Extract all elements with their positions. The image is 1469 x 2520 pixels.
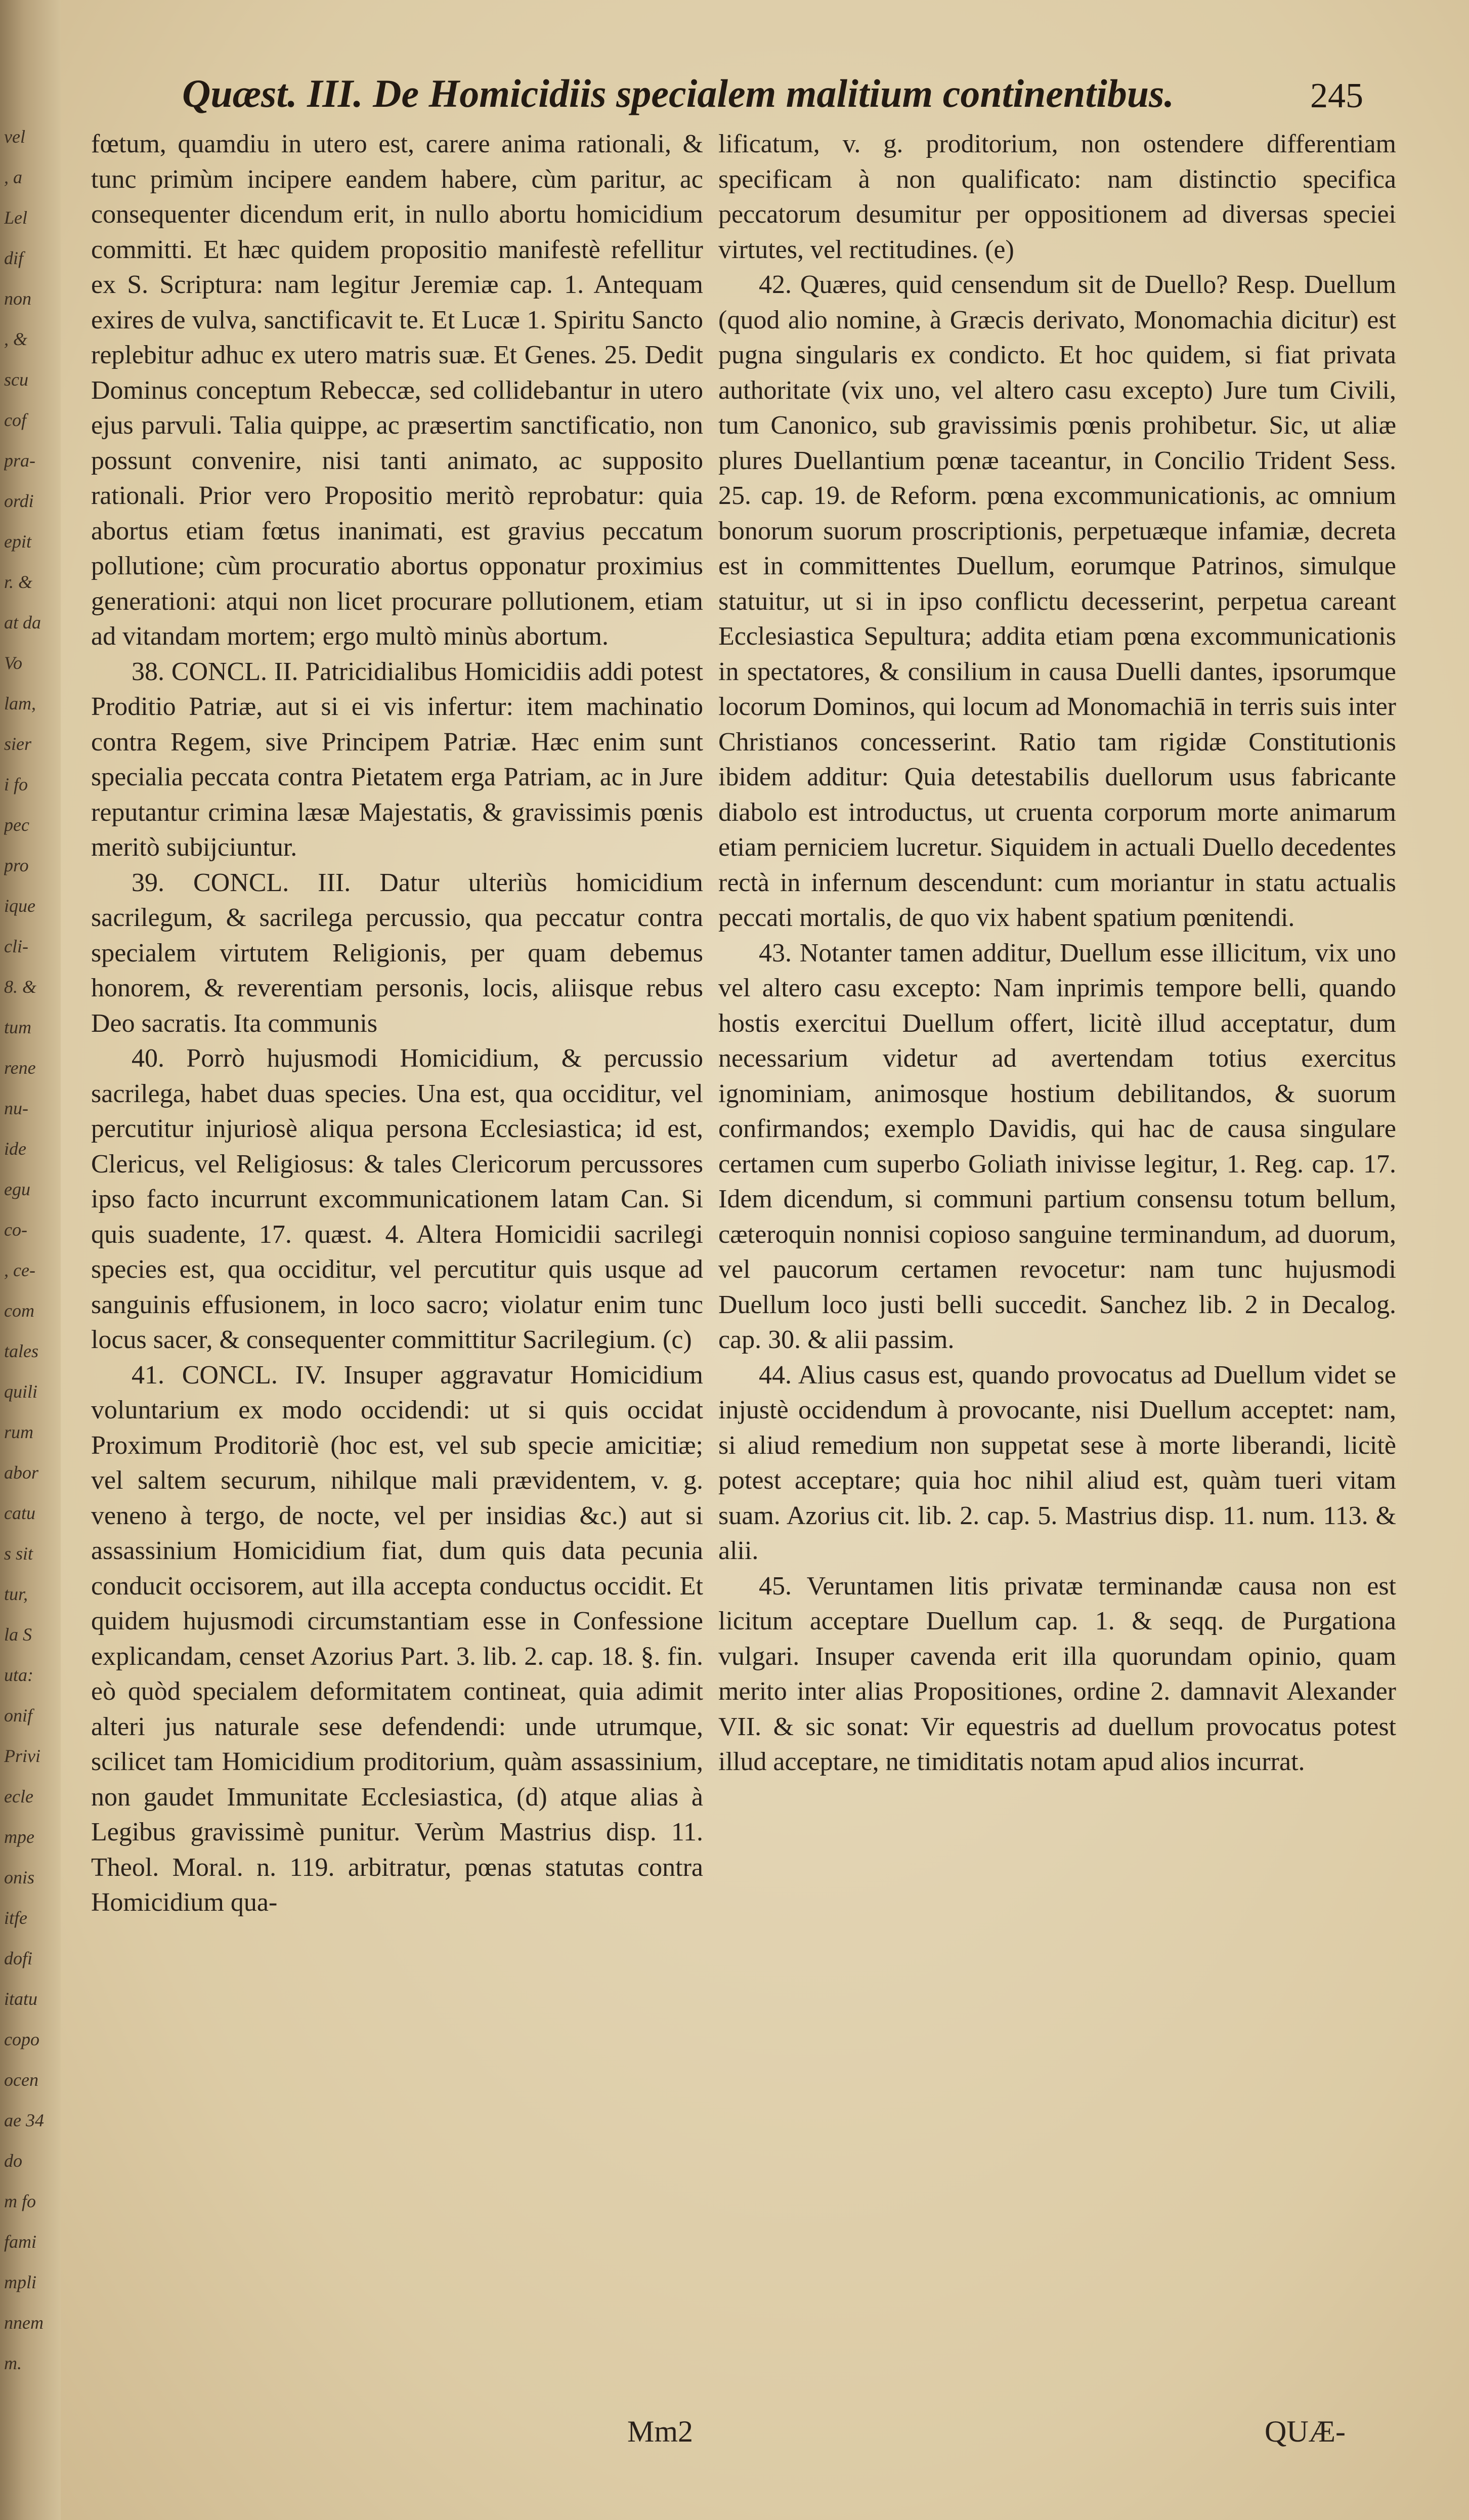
paragraph: 38. CONCL. II. Patricidialibus Homicidiis addi potest Proditio Patriæ, aut si ei vis infertur: item machinatio contra Regem, sive Principem Patriæ. Hæc enim sunt specialia peccata contra Pietatem erga Patriam, ac in Jure reputantur crimina læsæ Majestatis, & gravissimis pœnis meritò subijciuntur. xyxy=(91,657,703,862)
gutter-fragment: tales xyxy=(4,1341,38,1361)
left-column xyxy=(91,127,703,1920)
gutter-fragment: cli- xyxy=(4,936,28,956)
gutter-fragment: Privi xyxy=(4,1746,40,1766)
gutter-fragment: nu- xyxy=(4,1098,28,1118)
gutter-fragment: vel xyxy=(4,127,25,147)
gutter-fragment: do xyxy=(4,2151,22,2171)
gutter-fragment: itfe xyxy=(4,1908,27,1928)
gutter-fragment: , ce- xyxy=(4,1260,35,1280)
paragraph: 43. Notanter tamen additur, Duellum esse illicitum, vix uno vel altero casu excepto: Nam inprimis tempore belli, quando hostis exercitui Duellum offert, licitè illud acceptatur, dum necessarium videtur ad avertendam totius exercitus ignominiam, animosque hostium debilitandos, & suorum confirmandos; exemplo Davidis, qui hac de causa singulare certamen cum superbo Goliath inivisse legitur, 1. Reg. cap. 17. Idem dicendum, si communi partium consensu totum bellum, cæteroquin nonnisi copioso sanguine terminandum, ad duorum, vel paucorum certamen revocetur: nam tunc hujusmodi Duellum loco justi belli succedit. Sanchez lib. 2 in Decalog. cap. 30. & alii passim. xyxy=(718,938,1396,1354)
running-head: Quæst. III. De Homicidiis specialem malitium continentibus. xyxy=(182,71,1175,115)
paragraph: lificatum, v. g. proditorium, non ostendere differentiam specificam à non qualificato: nam distinctio specifica peccatorum desumitur per oppositionem ad diversas speciei virtutes, vel rectitudines. (e) xyxy=(718,130,1396,264)
paragraph: fœtum, quamdiu in utero est, carere anima rationali, & tunc primùm incipere eandem habere, cùm paritur, ac consequenter dicendum erit, in nullo abortu homicidium committi. Et hæc quidem propositio manifestè refellitur ex S. Scriptura: nam legitur Jeremiæ cap. 1. Antequam exires de vulva, sanctificavit te. Et Lucæ 1. Spiritu Sancto replebitur adhuc ex utero matris suæ. Et Genes. 25. Dedit Dominus conceptum Rebeccæ, sed collidebantur in utero ejus parvuli. Talia quippe, ac præsertim sanctificatio, non possunt convenire, nisi tanti animato, ac supposito rationali. Prior vero Propositio meritò reprobatur: quia abortus etiam fœtus inanimati, est gravius peccatum pollutione; cùm procuratio abortus opponatur proximius generationi: atqui non licet procurare pollutionem, etiam ad vitandam mortem; ergo multò minùs abortum. xyxy=(91,130,703,651)
gutter-fragment: ecle xyxy=(4,1786,33,1807)
gutter-fragment: nnem xyxy=(4,2313,44,2333)
paragraph: 42. Quæres, quid censendum sit de Duello? Resp. Duellum (quod alio nomine, à Græcis derivato, Monomachia dicitur) est pugna singularis ex condicto. Et hoc quidem, si fiat privata authoritate (vix uno, vel altero casu excepto) Jure tum Civili, tum Canonico, sub gravissimis pœnis prohibetur. Sic, ut aliæ plures Duellantium pœnæ taceantur, in Concilio Trident Sess. 25. cap. 19. de Reform. pœna excommunicationis, ac omnium bonorum suorum proscriptionis, perpetuæque infamiæ, decreta est in committentes Duellum, eorumque Patrinos, simulque statuitur, ut si in ipso conflictu decesserint, perpetua careant Ecclesiastica Sepultura; addita etiam pœna excommunicationis in spectatores, & consilium in causa Duelli dantes, ipsorumque locorum Dominos, qui locum ad Monomachiā in terris suis inter Christianos concesserint. Ratio tam rigidæ Constitutionis ibidem additur: Quia detestabilis duellorum usus fabricante diabolo est introductus, ut cruenta corporum morte animarum etiam perniciem lucretur. Siquidem in actuali Duello decedentes rectà in infernum descendunt: cum moriantur in statu actualis peccati mortalis, de quo vix habent spatium pœnitendi. xyxy=(718,270,1396,932)
gutter-fragment: non xyxy=(4,288,31,309)
gutter-fragment: tur, xyxy=(4,1584,28,1604)
paragraph: 39. CONCL. III. Datur ulteriùs homicidium sacrilegum, & sacrilega percussio, qua peccatur contra specialem virtutem Religionis, per quam debemus honorem, & reverentiam personis, locis, aliisque rebus Deo sacratis. Ita communis xyxy=(91,868,703,1038)
signature-mark: Mm2 xyxy=(627,2415,694,2448)
gutter-fragment: fami xyxy=(4,2232,37,2252)
gutter-fragment: ae 34 xyxy=(4,2110,44,2130)
gutter-fragment: rene xyxy=(4,1058,36,1078)
catchword: QUÆ- xyxy=(1265,2415,1346,2448)
gutter-fragment: uta: xyxy=(4,1665,33,1685)
gutter-fragment: pro xyxy=(4,855,29,875)
gutter-fragment: ocen xyxy=(4,2070,38,2090)
gutter-fragment: mpe xyxy=(4,1827,34,1847)
gutter-fragment: catu xyxy=(4,1503,35,1523)
gutter-fragment: tum xyxy=(4,1017,31,1037)
gutter-fragment: co- xyxy=(4,1220,27,1240)
paragraph: 44. Alius casus est, quando provocatus ad Duellum videt se injustè occidendum à provocante, nisi Duellum acceptet: nam, si aliud remedium non suppetat sese à morte liberandi, licitè potest acceptare; quia hoc nihil aliud est, quàm tueri vitam suam. Azorius cit. lib. 2. cap. 5. Mastrius disp. 11. num. 113. & alii. xyxy=(718,1360,1396,1565)
gutter-fragment: at da xyxy=(4,612,41,633)
gutter-fragment: Vo xyxy=(4,653,22,673)
gutter-fragment: la S xyxy=(4,1624,32,1645)
right-column xyxy=(718,127,1396,1780)
gutter-fragment: epit xyxy=(4,531,31,552)
page-number: 245 xyxy=(1310,76,1363,115)
paragraph: 45. Veruntamen litis privatæ terminandæ causa non est licitum acceptare Duellum cap. 1. & seqq. de Purgationa vulgari. Insuper cavenda erit illa quorundam opinio, quam merito inter alias Propositiones, ordine 2. damnavit Alexander VII. & sic sonat: Vir equestris ad duellum provocatus potest illud acceptare, ne timiditatis notam apud alios incurrat. xyxy=(718,1571,1396,1776)
gutter-fragment: pec xyxy=(4,815,29,835)
gutter-fragment: m. xyxy=(4,2353,22,2373)
gutter-fragment: cof xyxy=(4,410,26,430)
gutter-fragment: mpli xyxy=(4,2272,37,2292)
gutter-fragment: egu xyxy=(4,1179,30,1199)
gutter-fragment: onif xyxy=(4,1705,33,1726)
gutter-fragment: onis xyxy=(4,1867,35,1887)
gutter-fragment: s sit xyxy=(4,1543,33,1564)
gutter-fragment: ordi xyxy=(4,491,34,511)
facing-page-gutter xyxy=(0,0,61,2520)
gutter-fragment: lam, xyxy=(4,693,36,713)
gutter-fragment: r. & xyxy=(4,572,33,592)
gutter-fragment: dif xyxy=(4,248,24,268)
gutter-fragment: com xyxy=(4,1300,34,1321)
gutter-fragment: ique xyxy=(4,896,35,916)
gutter-fragment: , a xyxy=(4,167,22,187)
gutter-fragment: i fo xyxy=(4,774,28,794)
gutter-fragment: pra- xyxy=(4,450,35,471)
gutter-fragment: ide xyxy=(4,1139,26,1159)
gutter-fragment: dofi xyxy=(4,1948,33,1968)
gutter-fragment: rum xyxy=(4,1422,34,1442)
gutter-fragment: abor xyxy=(4,1462,39,1483)
gutter-fragment: , & xyxy=(4,329,28,349)
gutter-fragment: Lel xyxy=(4,207,28,228)
gutter-fragment: sier xyxy=(4,734,31,754)
paragraph: 40. Porrò hujusmodi Homicidium, & percussio sacrilega, habet duas species. Una est, qua occiditur, vel percutitur injuriosè aliqua persona Ecclesiastica; id est, Clericus, vel Religiosus: & tales Clericorum percussores ipso facto incurrunt excommunicationem latam Can. Si quis suadente, 17. quæst. 4. Altera Homicidii sacrilegi species est, qua occiditur, vel percutitur quis usque ad sanguinis effusionem, in loco sacro; violatur enim tunc locus sacer, & consequenter committitur Sacrilegium. (c) xyxy=(91,1044,703,1354)
gutter-fragment: itatu xyxy=(4,1989,38,2009)
gutter-fragment: quili xyxy=(4,1381,38,1402)
gutter-fragment: 8. & xyxy=(4,977,37,997)
paragraph: 41. CONCL. IV. Insuper aggravatur Homicidium voluntarium ex modo occidendi: ut si quis occidat Proximum Proditoriè (hoc est, vel sub specie amicitiæ; vel saltem securum, nihilque mali prævidentem, v. g. veneno à tergo, de nocte, vel per insidias &c.) aut si assassinium Homicidium fiat, dum quis data pecunia conducit occisorem, aut illa accepta conductus occidit. Et quidem hujusmodi circumstantiam esse in Confessione explicandam, censet Azorius Part. 3. lib. 2. cap. 18. §. fin. eò quòd specialem deformitatem contineat, quia adimit alteri jus naturale sese defendendi: unde utrumque, scilicet tam Homicidium proditorium, quàm assassinium, non gaudet Immunitate Ecclesiastica, (d) atque alias à Legibus gravissimè punitur. Verùm Mastrius disp. 11. Theol. Moral. n. 119. arbitratur, pœnas statutas contra Homicidium qua- xyxy=(91,1360,703,1917)
gutter-fragment: m fo xyxy=(4,2191,36,2211)
gutter-fragment: copo xyxy=(4,2029,39,2049)
gutter-fragment: scu xyxy=(4,369,28,390)
